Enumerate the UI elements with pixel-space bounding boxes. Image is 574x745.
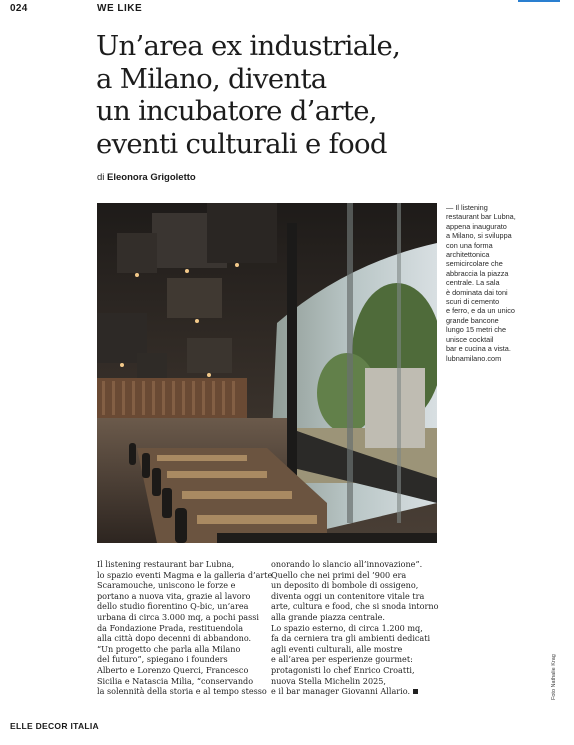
caption-line: unisce cocktail: [446, 334, 494, 344]
body-line: e all’area per esperienze gourmet:: [271, 654, 413, 665]
body-column-1: [97, 559, 273, 697]
end-mark-icon: [413, 689, 418, 694]
byline: [97, 172, 196, 183]
headline-line: eventi culturali e food: [96, 127, 387, 160]
body-line: urbana di circa 3.000 mq, a pochi passi: [97, 611, 259, 622]
body-line: da Fondazione Prada, restituendola: [97, 622, 244, 633]
body-line: protagonisti lo chef Enrico Croatti,: [271, 664, 415, 675]
body-line: alla città dopo decenni di abbandono.: [97, 633, 252, 644]
body-line: del futuro”, spiegano i founders: [97, 654, 228, 665]
body-line: Alberto e Lorenzo Querci, Francesco: [97, 664, 249, 675]
body-line: fa da cerniera tra gli ambienti dedicati: [271, 633, 431, 644]
restaurant-photo: [97, 203, 437, 543]
body-line-text: e il bar manager Giovanni Allario.: [271, 686, 411, 697]
caption-line: con una forma: [446, 240, 493, 250]
body-line: Lo spazio esterno, di circa 1.200 mq,: [271, 622, 423, 633]
body-line: portano a nuova vita, grazie al lavoro: [97, 590, 251, 601]
headline-line: a Milano, diventa: [96, 62, 327, 95]
caption-line: e ferro, e da un unico: [446, 306, 515, 316]
caption-line: è dominata dai toni: [446, 287, 508, 297]
caption-line: bar e cucina a vista.: [446, 344, 511, 354]
caption-line: centrale. La sala: [446, 278, 500, 288]
photo-credit: Foto Nathalie Krag: [551, 654, 557, 700]
caption-line: restaurant bar Lubna,: [446, 212, 516, 222]
caption-line: grande bancone: [446, 315, 499, 325]
body-line: dello studio fiorentino Q-bic, un’area: [97, 601, 249, 612]
body-line: Sicilia e Natascia Milia, “conservando: [97, 675, 254, 686]
body-line: Quello che nei primi del ’900 era: [271, 569, 407, 580]
body-line: alla grande piazza centrale.: [271, 611, 385, 622]
body-line-last: [271, 686, 441, 697]
byline-author: Eleonora Grigoletto: [107, 172, 196, 183]
caption-line: — Il listening: [446, 203, 488, 212]
body-line: “Un progetto che parla alla Milano: [97, 643, 241, 654]
body-line: diventa oggi un contenitore vitale tra: [271, 590, 425, 601]
body-line: Il listening restaurant bar Lubna,: [97, 559, 235, 569]
body-line: arte, cultura e food, che si snoda intorno: [271, 601, 439, 612]
body-line: onorando lo slancio all’innovazione”.: [271, 559, 423, 569]
caption-line: lungo 15 metri che: [446, 325, 507, 335]
caption-line: abbraccia la piazza: [446, 268, 509, 278]
caption-line: semicircolare che: [446, 259, 503, 269]
caption-link: lubnamilano.com: [446, 353, 502, 363]
body-line: lo spazio eventi Magma e la galleria d’arte: [97, 569, 273, 580]
caption-line: appena inaugurato: [446, 221, 507, 231]
caption-line: a Milano, si sviluppa: [446, 231, 512, 241]
headline: [96, 30, 496, 160]
magazine-footer: ELLE DECOR ITALIA: [10, 721, 99, 731]
caption-line: architettonica: [446, 250, 490, 260]
headline-line: un incubatore d’arte,: [96, 95, 377, 127]
corner-accent-line: [518, 0, 560, 2]
body-column-2: [271, 559, 441, 697]
page-number: 024: [10, 3, 28, 14]
byline-prefix: di: [97, 172, 105, 183]
photo-caption: [446, 203, 556, 363]
caption-line: scuri di cemento: [446, 297, 500, 307]
body-line: Scaramouche, uniscono le forze e: [97, 580, 236, 591]
body-line: agli eventi culturali, alle mostre: [271, 643, 403, 654]
body-line: un deposito di bombole di ossigeno,: [271, 580, 419, 591]
body-line: nuova Stella Michelin 2025,: [271, 675, 386, 686]
body-line: la solennità della storia e al tempo stesso: [97, 686, 267, 697]
headline-line: Un’area ex industriale,: [96, 30, 401, 62]
section-label: WE LIKE: [97, 3, 143, 14]
